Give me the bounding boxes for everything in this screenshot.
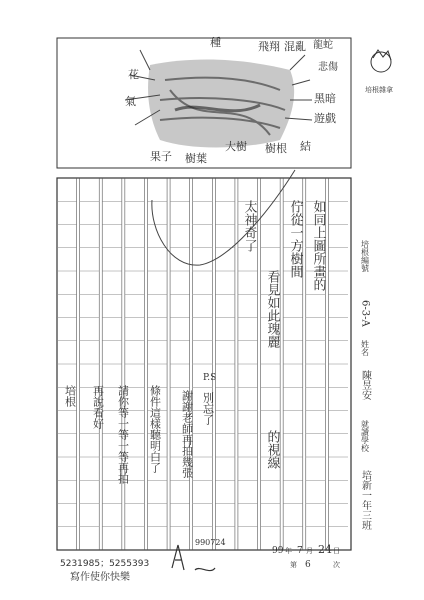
essay-col-4: 的視線 bbox=[264, 430, 280, 469]
essay-col-2: 佇從一方樹間 bbox=[287, 200, 303, 278]
mindmap-word-8: 大樹 bbox=[225, 140, 247, 153]
margin-note: 培根 bbox=[63, 385, 77, 407]
publisher-logo bbox=[365, 50, 393, 94]
student-name: 陳昱安 bbox=[359, 370, 371, 400]
essay-col-3: 看見如此瑰麗 bbox=[264, 270, 280, 348]
name-label: 姓名 bbox=[360, 340, 370, 356]
footer-phone: 5231985；5255393 bbox=[60, 559, 150, 569]
mindmap-word-9: 樹根 bbox=[265, 142, 287, 155]
mindmap-word-3: 混亂 bbox=[284, 40, 306, 53]
teacher-line-3: 請你等一等一等再拍 bbox=[116, 385, 130, 484]
mindmap-word-2: 飛翔 bbox=[258, 40, 280, 53]
school-label: 就讀學校 bbox=[360, 420, 370, 452]
essay-extra: 太神奇了 bbox=[241, 200, 257, 252]
right-margin bbox=[360, 239, 372, 530]
mindmap-word-5: 悲傷 bbox=[318, 62, 338, 73]
student-school: 培新一年三班 bbox=[359, 470, 371, 530]
page-number: 6 bbox=[305, 560, 311, 570]
ps-label: P.S bbox=[203, 373, 217, 383]
mindmap-word-4: 龍蛇 bbox=[313, 40, 333, 51]
mindmap-word-12: 果子 bbox=[150, 150, 172, 163]
teacher-line-2: 條件這樣聽明白了 bbox=[148, 385, 162, 473]
drawing-scribble bbox=[148, 60, 294, 148]
page-prefix: 第 bbox=[290, 561, 297, 569]
notes bbox=[64, 373, 217, 484]
ps-note: 別忘了 bbox=[201, 392, 215, 425]
date-day: 24 bbox=[318, 543, 332, 556]
essay-text bbox=[242, 199, 327, 469]
date-year-suffix: 年 bbox=[285, 547, 292, 555]
date-month: 7 bbox=[297, 546, 303, 556]
student-id: 6-3-A bbox=[359, 300, 371, 327]
writing-grid-lines bbox=[57, 178, 348, 550]
essay-col-1: 如同上圖所畫的 bbox=[310, 200, 326, 291]
teacher-line-4: 再說看好 bbox=[91, 385, 105, 429]
footer-slogan: 寫作使你快樂 bbox=[70, 572, 130, 583]
logo-text: 培根雜拿 bbox=[365, 86, 393, 94]
page-suffix: 次 bbox=[333, 561, 340, 569]
date-month-suffix: 月 bbox=[306, 547, 313, 555]
mindmap-word-13: 氣 bbox=[125, 95, 136, 108]
date-year: 99 bbox=[272, 546, 284, 556]
mindmap-word-7: 遊戲 bbox=[314, 112, 336, 125]
stamp-code: 990724 bbox=[195, 538, 226, 547]
mindmap-word-14: 花 bbox=[128, 68, 139, 81]
mindmap-word-11: 結 bbox=[300, 140, 311, 153]
id-label: 培根編號 bbox=[360, 240, 370, 272]
date-day-suffix: 日 bbox=[333, 547, 340, 555]
mindmap-word-6: 黑暗 bbox=[314, 92, 336, 105]
teacher-signature bbox=[172, 545, 215, 571]
teacher-line-1: 謝謝老師再拍幾張 bbox=[180, 390, 194, 478]
teacher-curve-mark bbox=[152, 170, 295, 265]
mindmap-word-10: 樹葉 bbox=[185, 152, 207, 165]
mindmap-word-1: 種 bbox=[210, 36, 221, 49]
